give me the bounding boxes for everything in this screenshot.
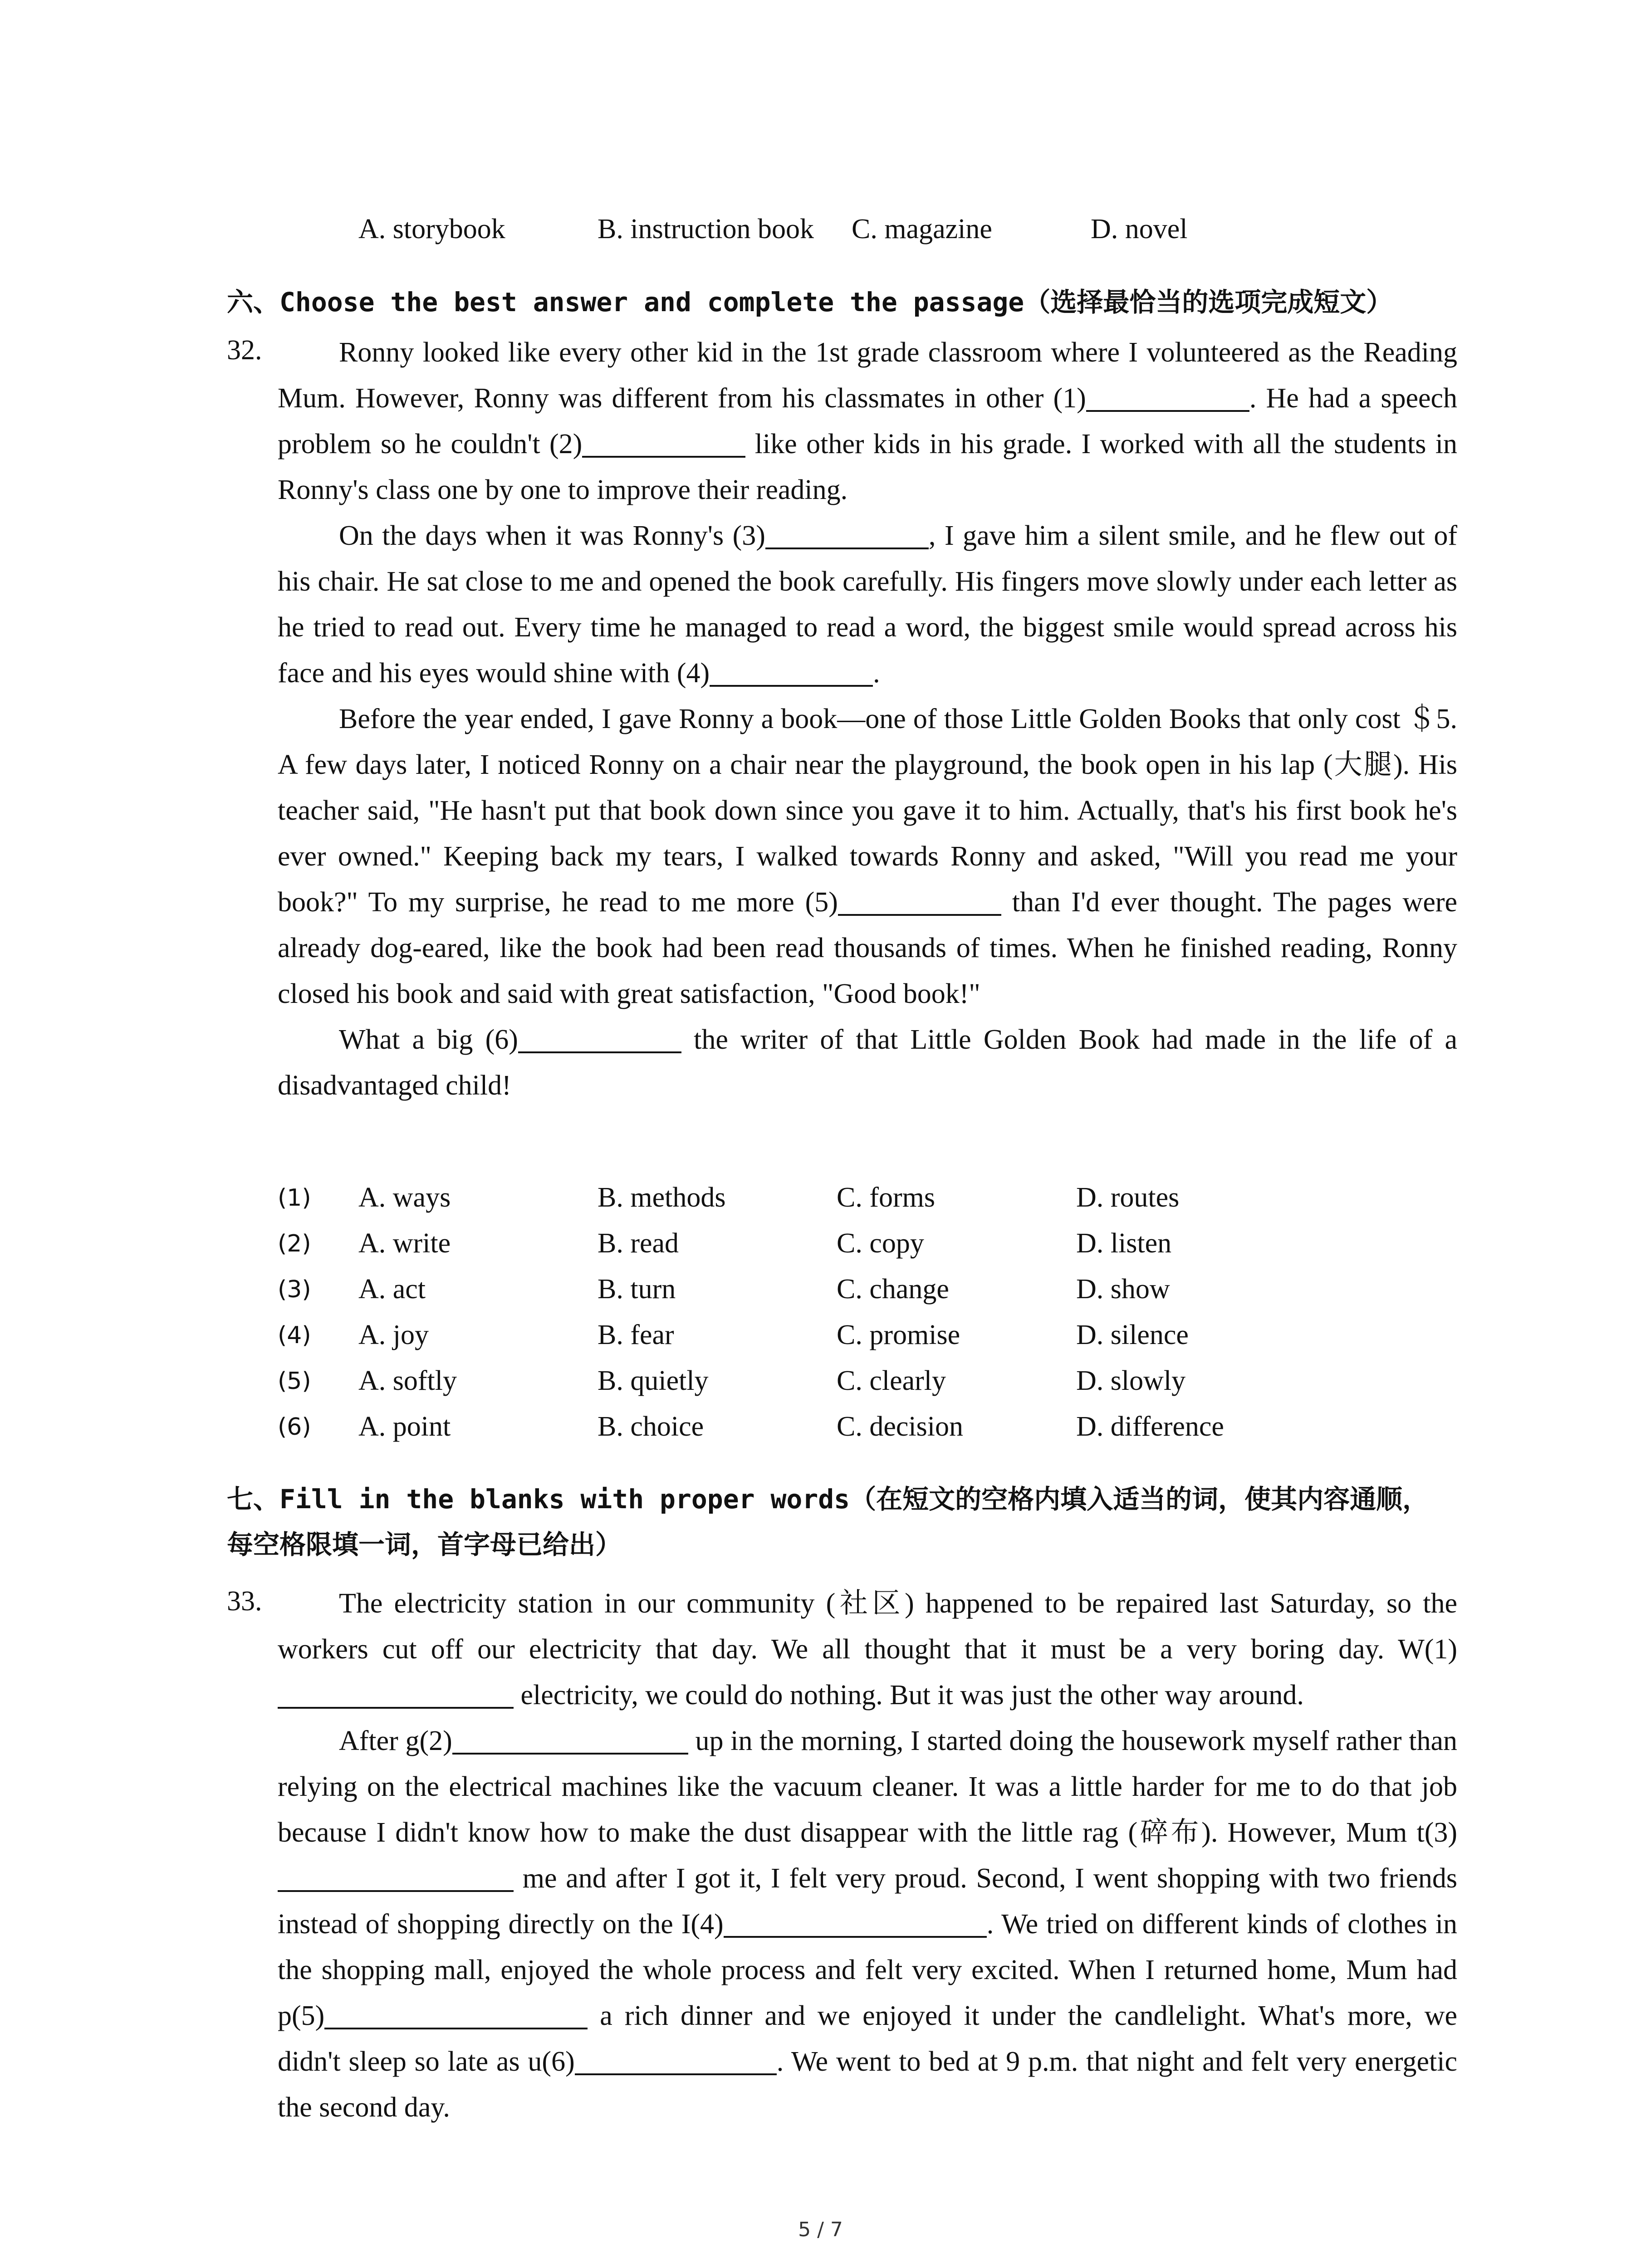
choice-row: (1) A. ways B. methods C. forms D. routes [278,1182,1180,1213]
question-33-passage [278,1581,1457,2131]
answer-choices [278,1182,1457,1457]
passage-paragraph-4: What a big (6) the writer of that Little Golden Book had made in the life of a disadvantaged child! [278,1024,1457,1101]
choice-row: (3) A. act B. turn C. change D. show [278,1274,1170,1305]
section-6-heading: 六、Choose the best answer and complete the passage（选择最恰当的选项完成短文） [227,287,1393,318]
blank-5 [324,2001,588,2029]
choice-row: (5) A. softly B. quietly C. clearly D. slowly [278,1365,1186,1396]
blank-4 [710,659,873,687]
option-d: D. novel [1091,214,1188,244]
blank-6 [518,1025,681,1053]
option-c: C. magazine [852,214,992,244]
passage-paragraph-3: Before the year ended, I gave Ronny a book—one of those Little Golden Books that only cost ＄5. A few days later, I noticed Ronny on a chair near the playground, the book open in his lap (大腿). His teacher said, "He hasn't put that book down since you gave it to him. Actually, that's his first book he's ever owned." Keeping back my tears, I walked towards Ronny and asked, "Will you read me your book?" To my surprise, he read to me more (5) than I'd ever thought. The pages were already dog-eared, like the book had been read thousands of times. When he finished reading, Ronny closed his book and said with great satisfaction, "Good book!" [278,704,1458,1009]
blank-2 [582,430,745,458]
choice-row: (2) A. write B. read C. copy D. listen [278,1228,1172,1259]
blank-4 [724,1910,987,1938]
blank-3 [278,1864,514,1892]
question-33-number: 33. [227,1586,262,1617]
section-7-heading: 七、Fill in the blanks with proper words（在短文的空格内填入适当的词，使其内容通顺，每空格限填一词，首字母已给出） [227,1484,1429,1560]
passage-paragraph-1: Ronny looked like every other kid in the 1st grade classroom where I volunteered as the Reading Mum. However, Ronny was different from his classmates in other (1) . He had a speech problem so he couldn't (2) like other kids in his grade. I worked with all the students in Ronny's class one by one to improve their reading. [278,337,1458,505]
question-32-number: 32. [227,335,262,366]
question-32-passage [278,330,1457,1109]
passage-paragraph-2: After g(2) up in the morning, I started doing the housework myself rather than relying on the electrical machines like the vacuum cleaner. It was a little harder for me to do that job because I didn't know how to make the dust disappear with the little rag (碎布). However, Mum t(3) me and after I got it, I felt very proud. Second, I went shopping with two friends instead of shopping directly on the I(4) . We tried on different kinds of clothes in the shopping mall, enjoyed the whole process and felt very excited. When I returned home, Mum had p(5) a rich dinner and we enjoyed it under the candlelight. What's more, we didn't sleep so late as u(6) . We went to bed at 9 p.m. that night and felt very energetic the second day. [278,1725,1457,2123]
blank-3 [765,521,929,549]
blank-6 [575,2047,777,2075]
page-number: 5 / 7 [798,2218,843,2241]
blank-5 [838,888,1001,916]
blank-2 [452,1726,688,1755]
passage-paragraph-1: The electricity station in our community (社区) happened to be repaired last Saturday, so the workers cut off our electricity that day. We all thought that it must be a very boring day. W(1) electricity, we could do nothing. But it was just the other way around. [278,1588,1457,1711]
blank-1 [278,1681,514,1709]
option-a: A. storybook [358,214,505,244]
blank-1 [1086,384,1249,412]
option-b: B. instruction book [598,214,814,244]
passage-paragraph-2: On the days when it was Ronny's (3) , I gave him a silent smile, and he flew out of his chair. He sat close to me and opened the book carefully. His fingers move slowly under each letter as he tried to read out. Every time he managed to read a word, the biggest smile would spread across his face and his eyes would shine with (4) . [278,520,1458,689]
choice-row: (4) A. joy B. fear C. promise D. silence [278,1320,1189,1350]
choice-row: (6) A. point B. choice C. decision D. difference [278,1411,1224,1442]
